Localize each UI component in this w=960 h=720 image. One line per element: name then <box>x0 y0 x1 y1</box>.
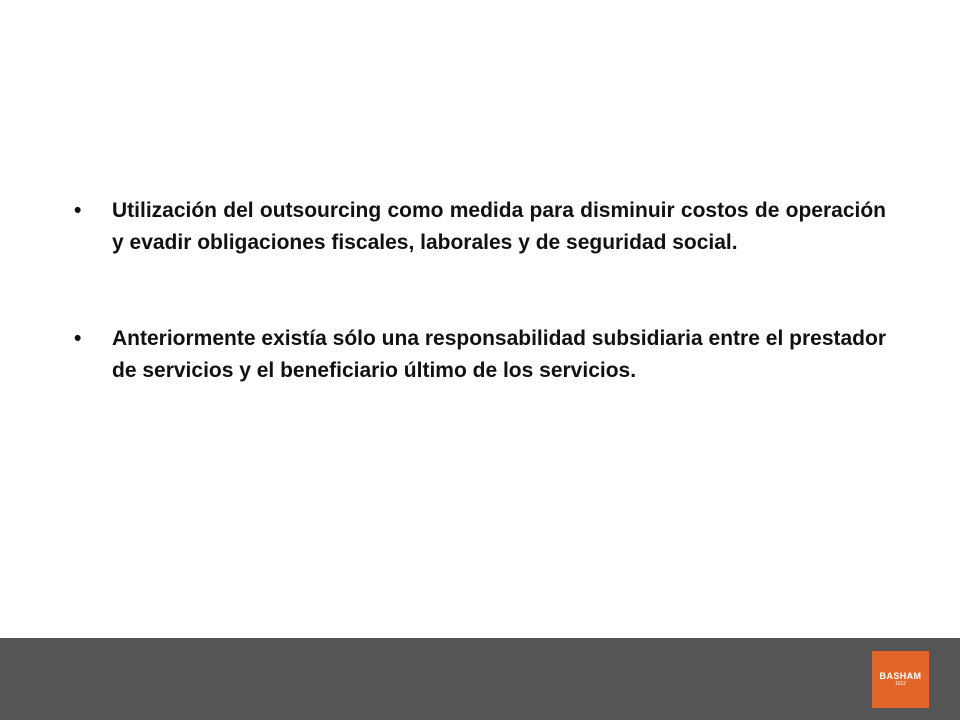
bullet-text: Utilización del outsourcing como medida para disminuir costos de operación y evadir obligaciones fiscales, laborales y de seguridad social. <box>112 199 886 254</box>
bullet-item-outsourcing <box>74 195 886 259</box>
bullet-text: Anteriormente existía sólo una responsabilidad subsidiaria entre el prestador de servicios y el beneficiario último de los servicios. <box>112 327 886 382</box>
bullet-list <box>74 195 886 387</box>
bullet-icon: • <box>74 327 82 350</box>
basham-logo <box>872 651 929 708</box>
logo-year: 1912 <box>894 681 907 687</box>
bullet-icon: • <box>74 199 82 222</box>
footer-bar <box>0 638 960 720</box>
bullet-item-responsibility <box>74 323 886 387</box>
logo-name: BASHAM <box>879 671 922 681</box>
